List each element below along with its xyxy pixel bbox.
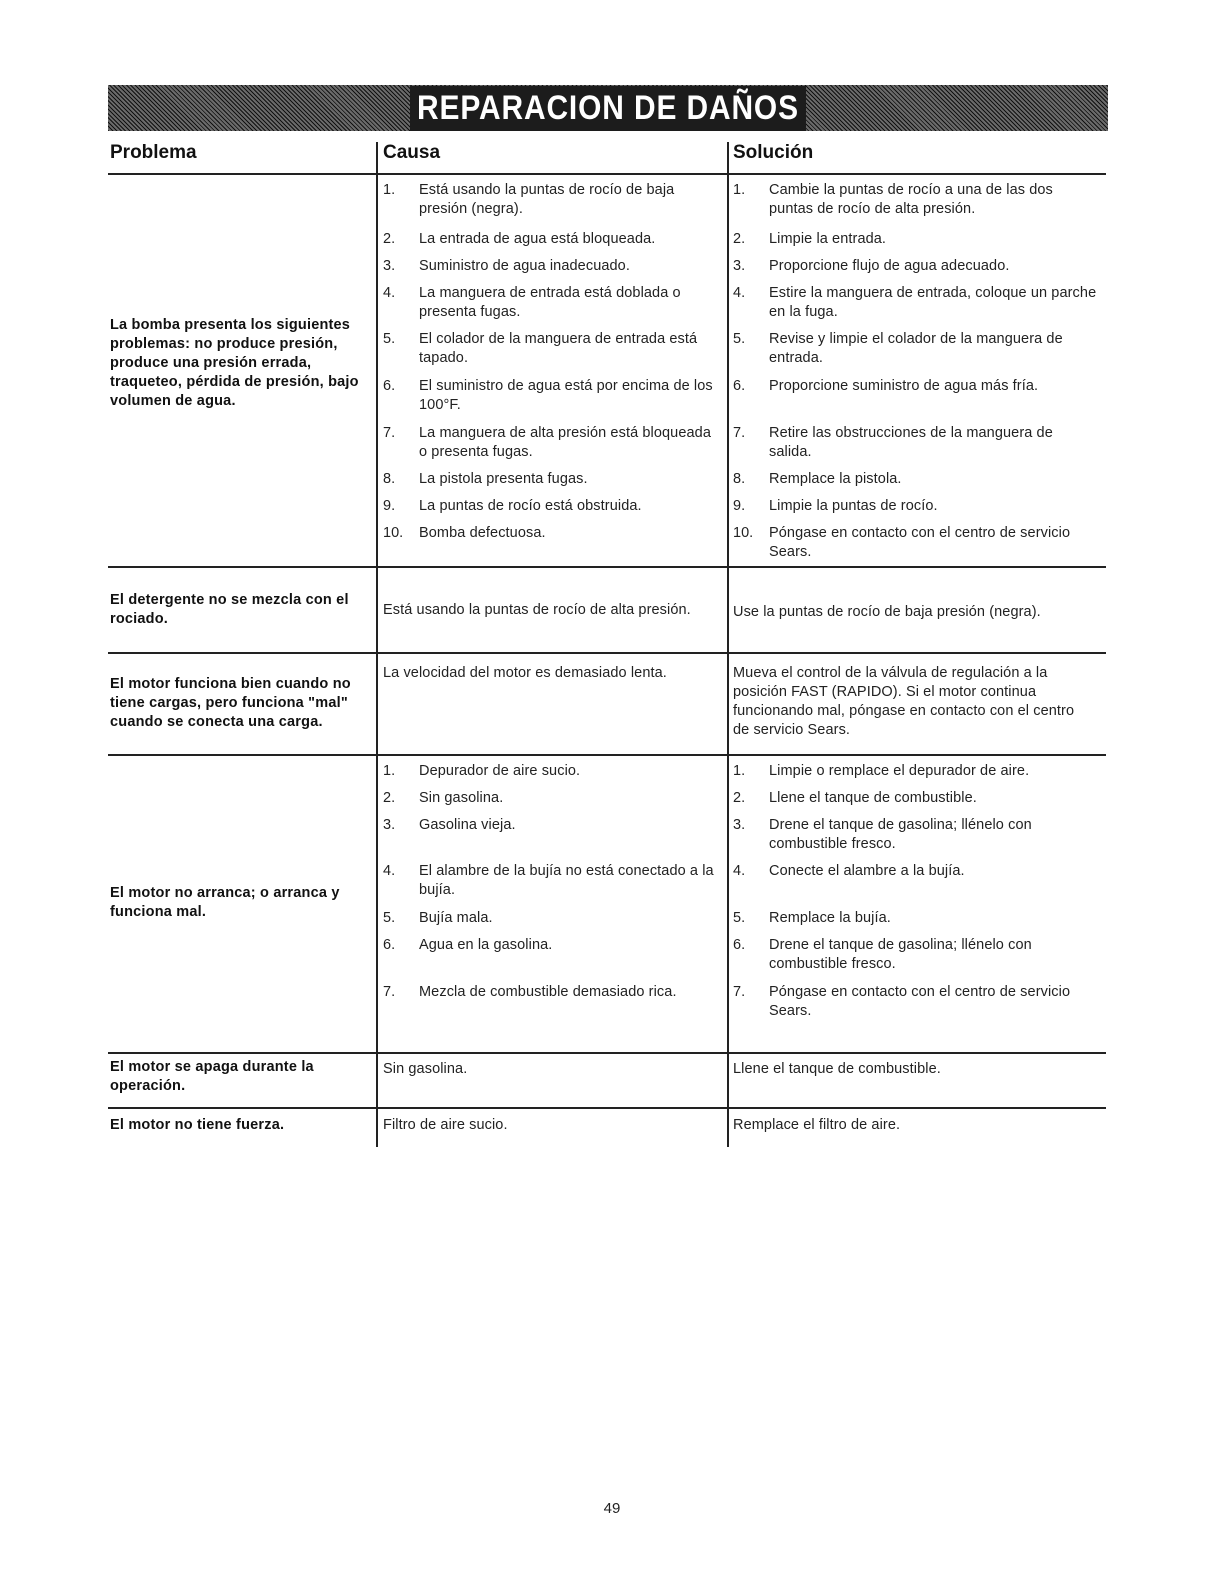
- cause-number: 8.: [383, 471, 396, 487]
- cause-item: Sin gasolina.: [419, 790, 504, 806]
- solution-number: 1.: [733, 182, 746, 198]
- cause-item: El alambre de la bujía no está conectado a la bujía.: [419, 863, 714, 898]
- cause-number: 1.: [383, 182, 396, 198]
- cause-motor-stops: Sin gasolina.: [383, 1061, 468, 1077]
- solution-item: Revise y limpie el colador de la manguera de entrada.: [769, 331, 1063, 366]
- cause-number: 3.: [383, 817, 396, 833]
- row-divider: [108, 566, 1106, 568]
- solution-number: 5.: [733, 910, 746, 926]
- row-divider: [108, 754, 1106, 756]
- solution-item: Remplace la pistola.: [769, 471, 902, 487]
- cause-item: Suministro de agua inadecuado.: [419, 258, 630, 274]
- solution-number: 2.: [733, 790, 746, 806]
- solution-item: Remplace la bujía.: [769, 910, 891, 926]
- solution-item: Póngase en contacto con el centro de servicio Sears.: [769, 525, 1071, 560]
- solution-item: Drene el tanque de gasolina; llénelo con combustible fresco.: [769, 937, 1032, 972]
- solution-motor-stops: Llene el tanque de combustible.: [733, 1061, 941, 1077]
- cause-item: Mezcla de combustible demasiado rica.: [419, 984, 677, 1000]
- cause-item: La manguera de alta presión está bloqueada o presenta fugas.: [419, 425, 711, 460]
- cause-item: Está usando la puntas de rocío de baja presión (negra).: [419, 182, 675, 217]
- page-number: 49: [603, 1500, 621, 1517]
- cause-item: La puntas de rocío está obstruida.: [419, 498, 642, 514]
- solution-item: Limpie o remplace el depurador de aire.: [769, 763, 1030, 779]
- cause-item: El colador de la manguera de entrada está tapado.: [419, 331, 698, 366]
- cause-number: 6.: [383, 378, 396, 394]
- solution-item: Proporcione flujo de agua adecuado.: [769, 258, 1010, 274]
- page-title: REPARACION DE DAÑOS: [410, 86, 806, 131]
- solution-item: Conecte el alambre a la bujía.: [769, 863, 965, 879]
- row-divider: [108, 652, 1106, 654]
- cause-no-power: Filtro de aire sucio.: [383, 1117, 508, 1133]
- row-divider: [108, 1107, 1106, 1109]
- solution-number: 10.: [733, 525, 754, 541]
- solution-detergent: Use la puntas de rocío de baja presión (negra).: [733, 604, 1041, 620]
- cause-number: 7.: [383, 425, 396, 441]
- cause-item: Bomba defectuosa.: [419, 525, 546, 541]
- header-problema: Problema: [110, 142, 197, 163]
- problem-motor-stops: El motor se apaga durante la operación.: [110, 1059, 314, 1094]
- cause-detergent: Está usando la puntas de rocío de alta presión.: [383, 602, 691, 618]
- header-causa: Causa: [383, 142, 441, 163]
- solution-number: 2.: [733, 231, 746, 247]
- solution-item: Estire la manguera de entrada, coloque un parche en la fuga.: [769, 285, 1097, 320]
- cause-number: 5.: [383, 910, 396, 926]
- cause-motor-load: La velocidad del motor es demasiado lenta.: [383, 665, 667, 681]
- row-divider: [108, 1052, 1106, 1054]
- title-banner: [108, 85, 1108, 131]
- solution-motor-load: Mueva el control de la válvula de regulación a la posición FAST (RAPIDO). Si el motor continua funcionando mal, póngase en contacto con el centro de servicio Sears.: [733, 665, 1075, 738]
- cause-number: 7.: [383, 984, 396, 1000]
- solution-item: Proporcione suministro de agua más fría.: [769, 378, 1039, 394]
- solution-item: Retire las obstrucciones de la manguera de salida.: [769, 425, 1053, 460]
- solution-number: 4.: [733, 285, 746, 301]
- cause-number: 1.: [383, 763, 396, 779]
- solution-number: 5.: [733, 331, 746, 347]
- cause-item: La entrada de agua está bloqueada.: [419, 231, 656, 247]
- problem-no-power: El motor no tiene fuerza.: [110, 1117, 285, 1133]
- solution-item: Limpie la puntas de rocío.: [769, 498, 938, 514]
- cause-number: 9.: [383, 498, 396, 514]
- cause-number: 4.: [383, 285, 396, 301]
- cause-number: 5.: [383, 331, 396, 347]
- cause-item: El suministro de agua está por encima de los 100°F.: [419, 378, 713, 413]
- cause-item: Gasolina vieja.: [419, 817, 516, 833]
- problem-detergent: El detergente no se mezcla con el rociado.: [110, 592, 349, 627]
- column-divider: [376, 142, 378, 1147]
- cause-number: 6.: [383, 937, 396, 953]
- cause-number: 4.: [383, 863, 396, 879]
- cause-item: Depurador de aire sucio.: [419, 763, 581, 779]
- solution-item: Drene el tanque de gasolina; llénelo con combustible fresco.: [769, 817, 1032, 852]
- solution-number: 3.: [733, 817, 746, 833]
- cause-number: 10.: [383, 525, 404, 541]
- row-divider: [108, 173, 1106, 175]
- solution-number: 8.: [733, 471, 746, 487]
- solution-number: 7.: [733, 425, 746, 441]
- cause-item: La manguera de entrada está doblada o presenta fugas.: [419, 285, 681, 320]
- solution-no-power: Remplace el filtro de aire.: [733, 1117, 901, 1133]
- problem-motor-load: El motor funciona bien cuando no tiene cargas, pero funciona "mal" cuando se conecta una carga.: [110, 676, 351, 730]
- solution-number: 4.: [733, 863, 746, 879]
- solution-number: 9.: [733, 498, 746, 514]
- solution-item: Llene el tanque de combustible.: [769, 790, 977, 806]
- problem-motor-start: El motor no arranca; o arranca y funciona mal.: [110, 885, 340, 920]
- header-solucion: Solución: [733, 142, 814, 163]
- solution-number: 7.: [733, 984, 746, 1000]
- solution-item: Póngase en contacto con el centro de servicio Sears.: [769, 984, 1071, 1019]
- cause-item: Bujía mala.: [419, 910, 493, 926]
- cause-number: 2.: [383, 790, 396, 806]
- column-divider: [727, 142, 729, 1147]
- cause-number: 3.: [383, 258, 396, 274]
- cause-number: 2.: [383, 231, 396, 247]
- problem-pump: La bomba presenta los siguientes problemas: no produce presión, produce una presión errada, traqueteo, pérdida de presión, bajo volumen de agua.: [110, 317, 359, 409]
- solution-item: Cambie la puntas de rocío a una de las dos puntas de rocío de alta presión.: [769, 182, 1053, 217]
- solution-item: Limpie la entrada.: [769, 231, 887, 247]
- solution-number: 6.: [733, 378, 746, 394]
- solution-number: 3.: [733, 258, 746, 274]
- solution-number: 1.: [733, 763, 746, 779]
- cause-item: Agua en la gasolina.: [419, 937, 553, 953]
- cause-item: La pistola presenta fugas.: [419, 471, 588, 487]
- solution-number: 6.: [733, 937, 746, 953]
